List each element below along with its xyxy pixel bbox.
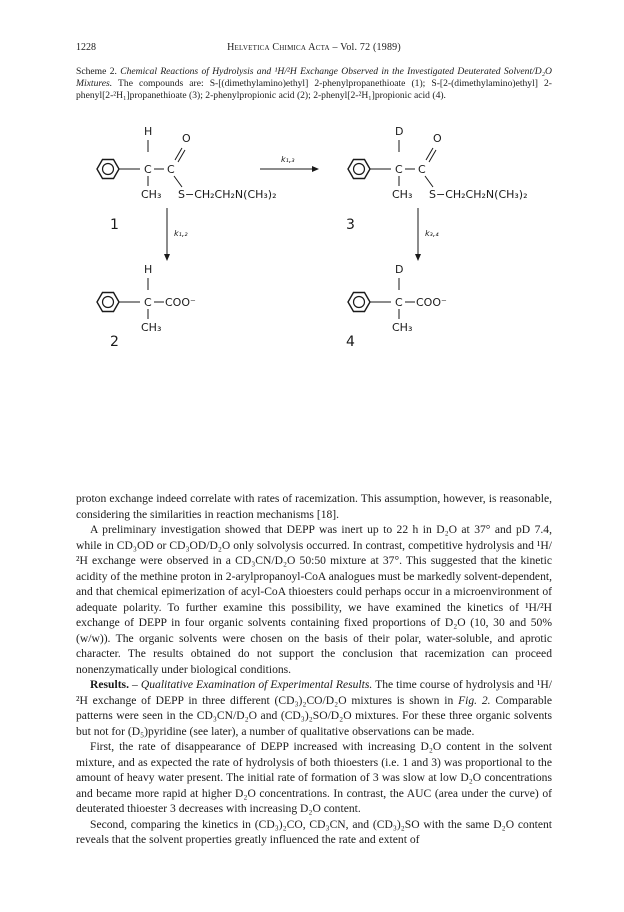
carbon-label: C: [395, 163, 403, 176]
page-number: 1228: [76, 42, 96, 53]
alpha-atom: D: [395, 125, 404, 138]
caption-label: Scheme 2.: [76, 66, 117, 77]
methyl-group: CH₃: [392, 188, 413, 201]
paragraph-2: A preliminary investigation showed that DEPP was inert up to 22 h in D₂O at 37° and pD 7.4, while in CD₃OD or CD₃OD/D₂O only solvolysis occurred. In contrast, competitive hydrolysis and ¹H/²H exchange were observed in a CD₃CN/D₂O 50:50 mixture at 37°. This suggested that the kinetic acidity of the methine proton in 2-arylpropanoyl-CoA analogues must be markedly solvent-dependent, and that chemical epimerization of acyl-CoA thioesters could perhaps occur in a microenvironment of adequate polarity. To further examine this possibility, we have examined the kinetics of ¹H/²H exchange of DEPP in four organic solvents containing fixed proportions of D₂O (10, 30 and 50% (w/w)). The organic solvents were chosen on the basis of their polar, water-soluble, and aprotic character. The results obtained do not support the conclusion that racemization can proceed nonenzymatically under biological conditions.: [76, 523, 552, 676]
benzene-ring-icon: [97, 160, 119, 179]
carbon-label: C: [144, 296, 152, 309]
rate-constant-k34: k₃,₄: [425, 229, 439, 238]
journal-name: Helvetica Chimica Acta: [227, 42, 330, 53]
alpha-atom: H: [144, 125, 153, 138]
benzene-ring-icon: [348, 293, 370, 312]
compound-2: [97, 263, 196, 334]
figure-reference: Fig. 2.: [458, 693, 491, 707]
section-heading: Results.: [90, 678, 129, 691]
caption-title: Chemical Reactions of Hydrolysis and ¹H/²H Exchange Observed in the Investigated Deuterated Solvent/D₂O Mixtures.: [76, 66, 552, 90]
results-text-a: The time course of hydrolysis and ¹H/²H exchange of DEPP in three different (CD₃)₂CO/D₂O mixtures is shown in: [76, 678, 552, 707]
thioester-group: S−CH₂CH₂N(CH₃)₂: [429, 188, 528, 201]
rate-constant-k13: k₁,₃: [281, 155, 295, 164]
compound-4: [348, 263, 447, 334]
compound-3: [348, 125, 528, 201]
paragraph-5: Second, comparing the kinetics in (CD₃)₂CO, CD₃CN, and (CD₃)₂SO with the same D₂O content reveals that the solvent properties greatly influenced the rate and extent of: [76, 817, 552, 846]
compound-number-1: 1: [110, 217, 119, 233]
body-text: [76, 491, 552, 848]
reaction-scheme: [76, 122, 552, 352]
scheme-caption: [76, 66, 552, 103]
methyl-group: CH₃: [141, 321, 162, 334]
journal-volume: Vol. 72 (1989): [340, 42, 401, 53]
caption-text: The compounds are: S-[(dimethylamino)ethyl] 2-phenylpropanethioate (1); S-[2-(dimethylamino)ethyl] 2-phenyl[2-²H₁]propanethioate (3); 2-phenylpropionic acid (2); 2-phenyl[2-²H₁]propionic acid (4).: [76, 78, 552, 102]
thioester-group: S−CH₂CH₂N(CH₃)₂: [178, 188, 277, 201]
compound-number-2: 2: [110, 334, 119, 350]
methyl-group: CH₃: [392, 321, 413, 334]
journal-reference: [76, 42, 552, 53]
compound-number-3: 3: [346, 217, 355, 233]
carboxylate-group: COO⁻: [416, 296, 447, 309]
carbonyl-oxygen: O: [182, 132, 191, 145]
rate-constant-k12: k₁,₂: [174, 229, 188, 238]
alpha-atom: H: [144, 263, 153, 276]
carboxylate-group: COO⁻: [165, 296, 196, 309]
alpha-atom: D: [395, 263, 404, 276]
journal-separator: –: [332, 42, 341, 53]
compound-number-4: 4: [346, 334, 355, 350]
paragraph-1: proton exchange indeed correlate with rates of racemization. This assumption, however, is reasonable, considering the similarities in reaction mechanisms [18].: [76, 492, 552, 521]
compound-1: [97, 125, 277, 201]
results-text-b: Comparable patterns were seen in the CD₃CN/D₂O and (CD₃)₂SO/D₂O mixtures. For these three organic solvents but not for (D₅)pyridine (see later), a number of qualitative observations can be made.: [76, 693, 552, 738]
paragraph-4: First, the rate of disappearance of DEPP increased with increasing D₂O content in the solvent mixture, and as expected the rate of hydrolysis of both thioesters (i.e. 1 and 3) was proportional to the amount of heavy water present. The initial rate of formation of 3 was slow at low D₂O concentrations and became more rapid at higher D₂O concentrations. In contrast, the AUC (area under the curve) of deuterated thioester 3 decreases with increasing D₂O content.: [76, 740, 552, 815]
benzene-ring-icon: [97, 293, 119, 312]
carbonyl-carbon: C: [418, 163, 426, 176]
carbonyl-carbon: C: [167, 163, 175, 176]
subsection-heading: – Qualitative Examination of Experimental Results.: [132, 678, 373, 691]
benzene-ring-icon: [348, 160, 370, 179]
carbon-label: C: [395, 296, 403, 309]
methyl-group: CH₃: [141, 188, 162, 201]
carbonyl-oxygen: O: [433, 132, 442, 145]
carbon-label: C: [144, 163, 152, 176]
paragraph-results: [76, 677, 552, 739]
